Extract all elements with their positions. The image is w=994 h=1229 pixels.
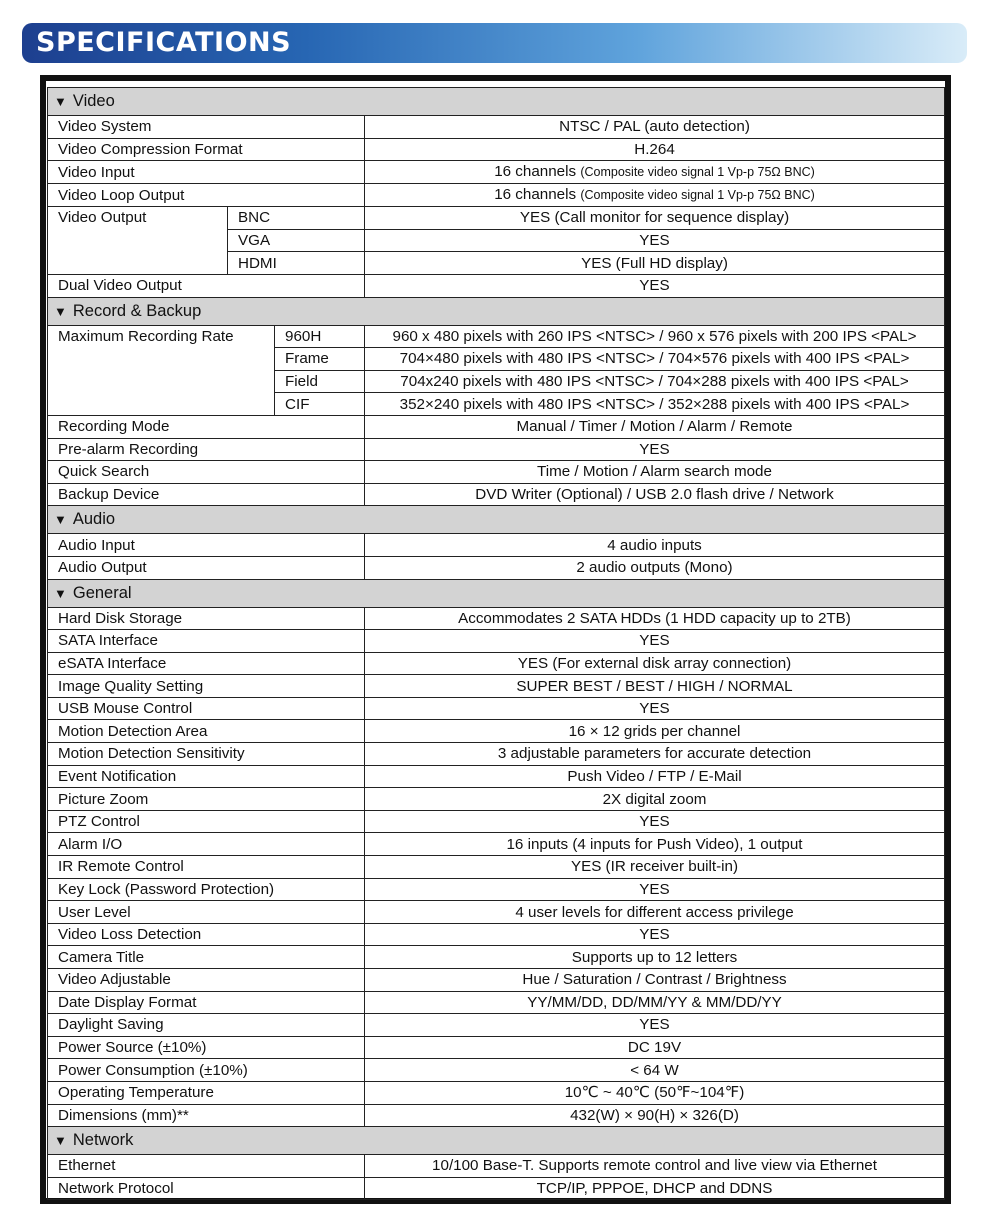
spec-label: Event Notification: [48, 765, 365, 788]
spec-value: YES: [365, 810, 945, 833]
table-row: [48, 207, 945, 230]
table-row: [48, 969, 945, 992]
spec-value: 704x240 pixels with 480 IPS <NTSC> / 704×288 pixels with 400 IPS <PAL>: [365, 370, 945, 393]
spec-label: User Level: [48, 901, 365, 924]
spec-label: Pre-alarm Recording: [48, 438, 365, 461]
spec-label: Power Consumption (±10%): [48, 1059, 365, 1082]
spec-value: Manual / Timer / Motion / Alarm / Remote: [365, 415, 945, 438]
spec-value: 10℃ ~ 40℃ (50℉~104℉): [365, 1081, 945, 1104]
spec-label: Dual Video Output: [48, 274, 365, 297]
spec-value: 4 audio inputs: [365, 534, 945, 557]
table-row: [48, 878, 945, 901]
spec-value: SUPER BEST / BEST / HIGH / NORMAL: [365, 675, 945, 698]
spec-label: Audio Output: [48, 556, 365, 579]
spec-value: 16 inputs (4 inputs for Push Video), 1 output: [365, 833, 945, 856]
spec-value: [365, 184, 945, 207]
table-row: [48, 765, 945, 788]
spec-label: PTZ Control: [48, 810, 365, 833]
spec-label: Power Source (±10%): [48, 1036, 365, 1059]
spec-value: TCP/IP, PPPOE, DHCP and DDNS: [365, 1177, 945, 1200]
spec-label: Video System: [48, 116, 365, 139]
table-row: [48, 138, 945, 161]
spec-value: 960 x 480 pixels with 260 IPS <NTSC> / 960 x 576 pixels with 200 IPS <PAL>: [365, 325, 945, 348]
spec-value: 16 × 12 grids per channel: [365, 720, 945, 743]
spec-value: DC 19V: [365, 1036, 945, 1059]
spec-table: [47, 87, 945, 1200]
collapse-triangle-icon: ▼: [54, 585, 67, 601]
spec-sublabel: Frame: [275, 348, 365, 371]
spec-sublabel: HDMI: [228, 252, 365, 275]
spec-value: 2 audio outputs (Mono): [365, 556, 945, 579]
spec-label: Quick Search: [48, 461, 365, 484]
spec-label: Picture Zoom: [48, 788, 365, 811]
spec-value-main: 16 channels: [494, 163, 577, 181]
spec-value: 10/100 Base-T. Supports remote control and live view via Ethernet: [365, 1155, 945, 1178]
spec-value: DVD Writer (Optional) / USB 2.0 flash drive / Network: [365, 483, 945, 506]
collapse-triangle-icon: ▼: [54, 512, 67, 528]
section-title: Video: [72, 92, 115, 110]
spec-value: Push Video / FTP / E-Mail: [365, 765, 945, 788]
table-row: [48, 743, 945, 766]
spec-value: YES: [365, 697, 945, 720]
spec-value: YES: [365, 923, 945, 946]
spec-label: Daylight Saving: [48, 1014, 365, 1037]
spec-label: USB Mouse Control: [48, 697, 365, 720]
spec-sublabel: VGA: [228, 229, 365, 252]
spec-value: 4 user levels for different access privilege: [365, 901, 945, 924]
spec-value: YES (IR receiver built-in): [365, 856, 945, 879]
table-row: [48, 1104, 945, 1127]
section-title: Network: [72, 1131, 134, 1150]
table-row: [48, 675, 945, 698]
spec-frame: [40, 75, 951, 1204]
table-row: [48, 697, 945, 720]
section-title: Record & Backup: [72, 301, 202, 320]
collapse-triangle-icon: ▼: [54, 303, 67, 319]
section-header-network: [48, 1127, 945, 1155]
spec-label: Hard Disk Storage: [48, 607, 365, 630]
spec-value: 2X digital zoom: [365, 788, 945, 811]
spec-label: Key Lock (Password Protection): [48, 878, 365, 901]
table-row: [48, 607, 945, 630]
spec-label: Backup Device: [48, 483, 365, 506]
spec-value: YES (Full HD display): [365, 252, 945, 275]
spec-sublabel: Field: [275, 370, 365, 393]
spec-value: 352×240 pixels with 480 IPS <NTSC> / 352×288 pixels with 400 IPS <PAL>: [365, 393, 945, 416]
section-title: General: [72, 583, 132, 602]
table-row: [48, 1014, 945, 1037]
spec-label: Motion Detection Sensitivity: [48, 743, 365, 766]
table-row: [48, 556, 945, 579]
table-row: [48, 1081, 945, 1104]
table-row: [48, 652, 945, 675]
spec-value-note: (Composite video signal 1 Vp-p 75Ω BNC): [580, 188, 815, 203]
spec-label: Video Loss Detection: [48, 923, 365, 946]
spec-label: Maximum Recording Rate: [48, 325, 275, 415]
spec-label: Dimensions (mm)**: [48, 1104, 365, 1127]
spec-value: Supports up to 12 letters: [365, 946, 945, 969]
header-banner: [22, 23, 967, 63]
spec-value: YES (For external disk array connection): [365, 652, 945, 675]
spec-label: SATA Interface: [48, 630, 365, 653]
spec-label: Video Compression Format: [48, 138, 365, 161]
spec-value: 704×480 pixels with 480 IPS <NTSC> / 704×576 pixels with 400 IPS <PAL>: [365, 348, 945, 371]
table-row: [48, 788, 945, 811]
spec-value: Time / Motion / Alarm search mode: [365, 461, 945, 484]
spec-table-container: [45, 80, 946, 1199]
spec-value: Accommodates 2 SATA HDDs (1 HDD capacity up to 2TB): [365, 607, 945, 630]
spec-value-note: (Composite video signal 1 Vp-p 75Ω BNC): [580, 165, 815, 180]
spec-sublabel: 960H: [275, 325, 365, 348]
spec-label: Camera Title: [48, 946, 365, 969]
table-row: [48, 438, 945, 461]
table-row: [48, 1177, 945, 1200]
table-row: [48, 946, 945, 969]
section-title: Audio: [72, 510, 116, 529]
spec-value: YES: [365, 229, 945, 252]
table-row: [48, 833, 945, 856]
section-header-video: [48, 88, 945, 116]
table-row: [48, 630, 945, 653]
spec-value: 432(W) × 90(H) × 326(D): [365, 1104, 945, 1127]
spec-value: YY/MM/DD, DD/MM/YY & MM/DD/YY: [365, 991, 945, 1014]
spec-label: Date Display Format: [48, 991, 365, 1014]
table-row: [48, 720, 945, 743]
spec-value-main: 16 channels: [494, 186, 577, 204]
table-row: [48, 461, 945, 484]
table-row: [48, 534, 945, 557]
spec-label: Network Protocol: [48, 1177, 365, 1200]
section-header-audio: [48, 506, 945, 534]
spec-label: eSATA Interface: [48, 652, 365, 675]
table-row: [48, 1155, 945, 1178]
table-row: [48, 810, 945, 833]
table-row: [48, 325, 945, 348]
spec-label: Motion Detection Area: [48, 720, 365, 743]
spec-value: YES: [365, 1014, 945, 1037]
spec-label: Video Loop Output: [48, 184, 365, 207]
table-row: [48, 415, 945, 438]
spec-sublabel: BNC: [228, 207, 365, 230]
spec-label: IR Remote Control: [48, 856, 365, 879]
table-row: [48, 901, 945, 924]
table-row: [48, 1036, 945, 1059]
spec-sublabel: CIF: [275, 393, 365, 416]
page-title: SPECIFICATIONS: [36, 27, 292, 58]
spec-label: Alarm I/O: [48, 833, 365, 856]
section-header-general: [48, 579, 945, 607]
spec-label: Video Output: [48, 207, 228, 275]
table-row: [48, 184, 945, 207]
spec-value: 3 adjustable parameters for accurate detection: [365, 743, 945, 766]
spec-value: YES: [365, 438, 945, 461]
spec-label: Operating Temperature: [48, 1081, 365, 1104]
spec-value: YES: [365, 878, 945, 901]
spec-value: < 64 W: [365, 1059, 945, 1082]
spec-value: H.264: [365, 138, 945, 161]
table-row: [48, 923, 945, 946]
spec-label: Image Quality Setting: [48, 675, 365, 698]
table-row: [48, 1059, 945, 1082]
spec-label: Recording Mode: [48, 415, 365, 438]
table-row: [48, 991, 945, 1014]
spec-value: YES: [365, 274, 945, 297]
section-header-record: [48, 297, 945, 325]
collapse-triangle-icon: ▼: [54, 1133, 67, 1149]
spec-value: Hue / Saturation / Contrast / Brightness: [365, 969, 945, 992]
collapse-triangle-icon: ▼: [54, 94, 67, 109]
spec-label: Video Adjustable: [48, 969, 365, 992]
spec-label: Ethernet: [48, 1155, 365, 1178]
spec-value: [365, 161, 945, 184]
table-row: [48, 116, 945, 139]
spec-value: YES: [365, 630, 945, 653]
table-row: [48, 856, 945, 879]
spec-value: YES (Call monitor for sequence display): [365, 207, 945, 230]
spec-label: Audio Input: [48, 534, 365, 557]
table-row: [48, 274, 945, 297]
table-row: [48, 161, 945, 184]
table-row: [48, 483, 945, 506]
spec-value: NTSC / PAL (auto detection): [365, 116, 945, 139]
spec-label: Video Input: [48, 161, 365, 184]
